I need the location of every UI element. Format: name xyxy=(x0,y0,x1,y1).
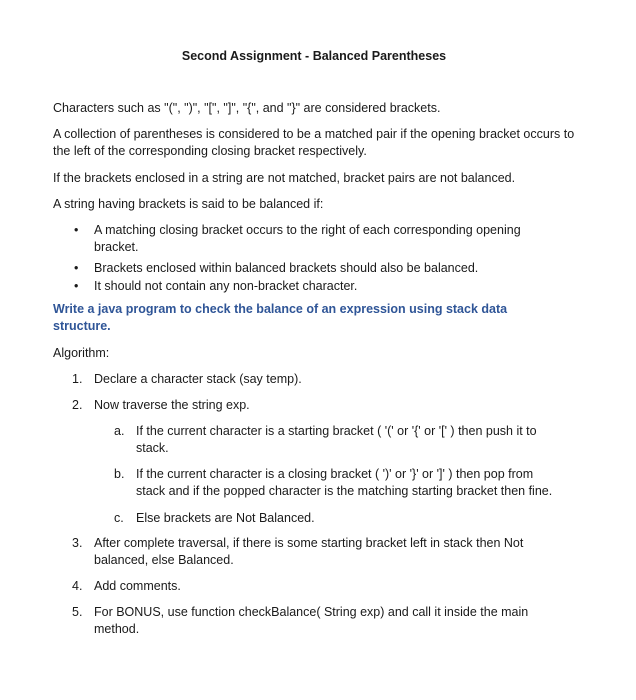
list-item xyxy=(74,222,554,256)
step-text: Now traverse the string exp. xyxy=(94,398,250,412)
list-item xyxy=(74,278,554,295)
substep-text: If the current character is a closing bracket ( ')' or '}' or ']' ) then pop from stack and if the popped character is the matching starting bracket then fine. xyxy=(136,467,553,498)
document-title: Second Assignment - Balanced Parentheses xyxy=(181,49,447,63)
bullet-icon: • xyxy=(74,279,79,293)
task-statement: Write a java program to check the balance of an expression using stack data structure. xyxy=(53,302,508,333)
paragraph-balanced-if: A string having brackets is said to be balanced if: xyxy=(53,197,324,211)
algorithm-step xyxy=(72,578,562,595)
step-number: 2. xyxy=(72,398,83,412)
algorithm-substep xyxy=(114,510,564,527)
step-text: Add comments. xyxy=(94,579,181,593)
list-item xyxy=(74,260,554,277)
step-text: For BONUS, use function checkBalance( String exp) and call it inside the main method. xyxy=(94,605,529,636)
bullet-text: It should not contain any non-bracket character. xyxy=(94,279,358,293)
substep-text: If the current character is a starting bracket ( '(' or '{' or '[' ) then push it to stack. xyxy=(136,424,537,455)
substep-letter: c. xyxy=(114,511,124,525)
step-text: After complete traversal, if there is some starting bracket left in stack then Not balanced, else Balanced. xyxy=(94,536,524,567)
algorithm-substep xyxy=(114,423,564,457)
paragraph-brackets-definition: Characters such as "(", ")", "[", "]", "{", and "}" are considered brackets. xyxy=(53,101,441,115)
algorithm-step xyxy=(72,604,562,638)
substep-letter: a. xyxy=(114,424,125,438)
balanced-conditions-list xyxy=(74,222,554,295)
algorithm-step xyxy=(72,371,562,388)
step-number: 4. xyxy=(72,579,83,593)
bullet-text: A matching closing bracket occurs to the right of each corresponding opening bracket. xyxy=(94,223,521,254)
algorithm-substep xyxy=(114,466,564,500)
step-text: Declare a character stack (say temp). xyxy=(94,372,302,386)
step-number: 1. xyxy=(72,372,83,386)
bullet-icon: • xyxy=(74,261,79,275)
algorithm-label: Algorithm: xyxy=(53,346,110,360)
step-number: 3. xyxy=(72,536,83,550)
bullet-text: Brackets enclosed within balanced brackets should also be balanced. xyxy=(94,261,479,275)
step-number: 5. xyxy=(72,605,83,619)
bullet-icon: • xyxy=(74,223,79,237)
algorithm-step xyxy=(72,535,562,569)
paragraph-matched-pair: A collection of parentheses is considered to be a matched pair if the opening bracket occurs to the left of the corresponding closing bracket respectively. xyxy=(53,127,575,158)
algorithm-step xyxy=(72,397,562,414)
substep-letter: b. xyxy=(114,467,125,481)
paragraph-not-balanced: If the brackets enclosed in a string are not matched, bracket pairs are not balanced. xyxy=(53,171,516,185)
substep-text: Else brackets are Not Balanced. xyxy=(136,511,315,525)
